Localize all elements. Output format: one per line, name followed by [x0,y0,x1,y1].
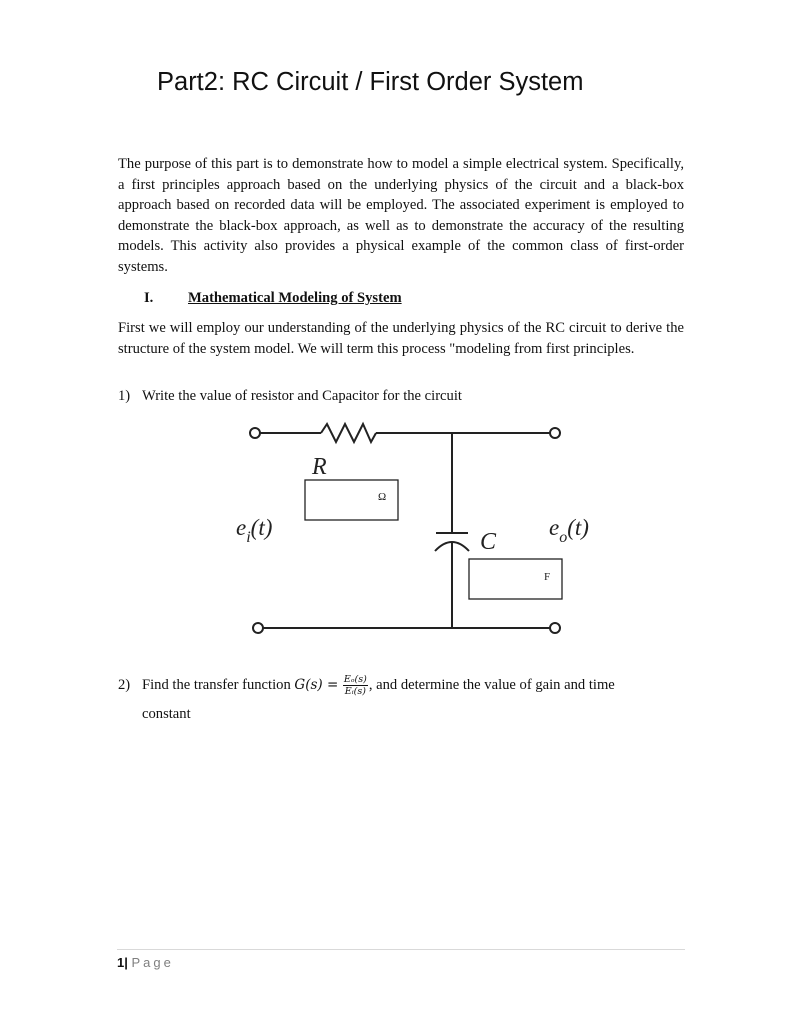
capacitor-label: C [480,529,497,555]
input-terminal-top [250,428,260,438]
resistor-label: R [312,454,327,480]
page-footer [117,955,174,970]
page-number: 1 [117,955,125,970]
page-title: Part2: RC Circuit / First Order System [157,68,584,96]
question-2 [118,674,678,725]
output-terminal-bottom [550,623,560,633]
question-text: Find the transfer function [142,676,291,693]
intro-paragraph: The purpose of this part is to demonstrate how to model a simple electrical system. Specifically, a first principles approach based on the underlying physics of the circuit and a black-box approach based on recorded data will be employed. The associated experiment is employed to demonstrate the black-box approach, as well as to demonstrate the accuracy of the resulting models. This activity also provides a physical example of the common class of first-order systems. [118,156,684,275]
transfer-function-fraction [343,674,368,697]
question-text-continued: constant [142,706,191,722]
output-terminal-top [550,428,560,438]
input-voltage-label: $e_i(t)$ [236,515,273,546]
question-text-after: , and determine the value of gain and time [368,676,615,693]
resistor-symbol [321,424,376,442]
transfer-function-lhs: G(s) = [294,676,339,693]
footer-divider [117,949,685,950]
fraction-denominator: Eᵢ(s) [344,686,366,697]
farad-unit: F [544,571,551,583]
section-title: Mathematical Modeling of System [188,290,402,306]
input-terminal-bottom [253,623,263,633]
ohm-unit: Ω [378,491,387,503]
output-voltage-label: $e_o(t)$ [549,515,589,546]
question-number: 2) [118,676,131,693]
section-paragraph: First we will employ our understanding of the underlying physics of the RC circuit to derive the structure of the system model. We will term this process "modeling from first principles. [118,320,684,357]
section-number: I. [144,290,154,306]
footer-separator: | [124,955,128,970]
question-text: Write the value of resistor and Capacitor for the circuit [142,388,462,404]
fraction-numerator: Eₒ(s) [343,674,367,685]
page-word: Page [131,955,174,970]
question-number: 1) [118,388,131,404]
